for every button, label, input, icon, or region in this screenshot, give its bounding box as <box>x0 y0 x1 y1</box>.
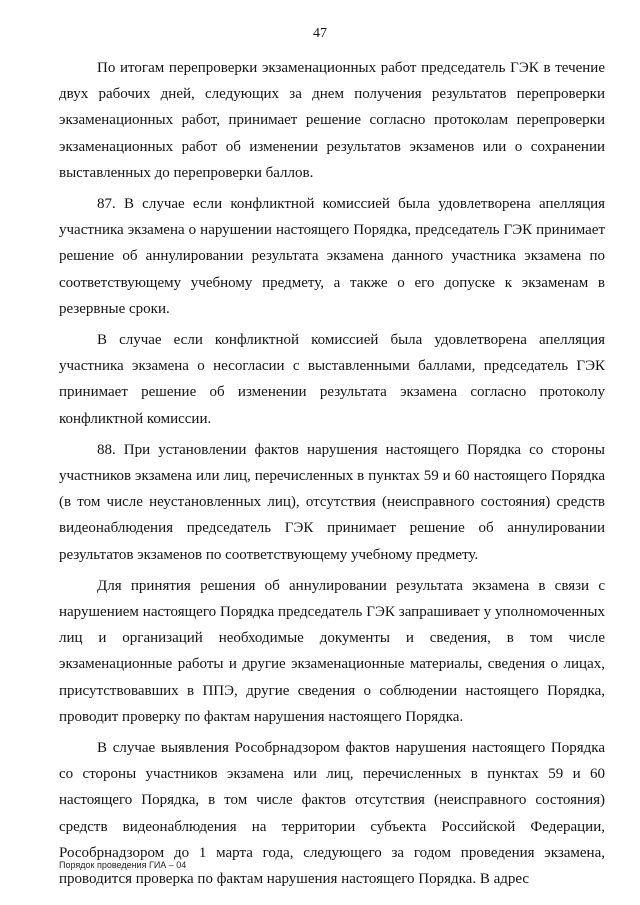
paragraph-88-rosobrnadzor: В случае выявления Рособрнадзором фактов нарушения настоящего Порядка со стороны участников экзамена или лиц, перечисленных в пунктах 59 и 60 настоящего Порядка, в том числе фактов отсутствия (неисправного состояния) средств видеонаблюдения на территории субъекта Российской Федерации, Рособрнадзором до 1 марта года, следующего за годом проведения экзамена, проводится проверка по фактам нарушения настоящего Порядка. В адрес <box>59 740 605 888</box>
page-footer: Порядок проведения ГИА – 04 <box>59 860 187 870</box>
paragraph-87-score-appeal: В случае если конфликтной комиссией была удовлетворена апелляция участника экзамена о несогласии с выставленными баллами, председатель ГЭК принимает решение об изменении результата экзамена согласно протоколу конфликтной комиссии. <box>59 332 605 427</box>
paragraph-87-violation-appeal: 87. В случае если конфликтной комиссией была удовлетворена апелляция участника экзамена о нарушении настоящего Порядка, председатель ГЭК принимает решение об аннулировании результата экзамена данного участника экзамена по соответствующему учебному предмету, а также о его допуске к экзаменам в резервные сроки. <box>59 196 605 317</box>
page-number: 47 <box>313 26 327 41</box>
paragraph-88-violations: 88. При установлении фактов нарушения настоящего Порядка со стороны участников экзамена или лиц, перечисленных в пунктах 59 и 60 настоящего Порядка (в том числе неустановленных лиц), отсутствия (неисправного состояния) средств видеонаблюдения председатель ГЭК принимает решение об аннулировании результатов экзаменов по соответствующему учебному предмету. <box>59 441 605 563</box>
paragraph-88-request-documents: Для принятия решения об аннулировании результата экзамена в связи с нарушением настоящего Порядка председатель ГЭК запрашивает у уполномоченных лиц и организаций необходимые документы и сведения, в том числе экзаменационные работы и другие экзаменационные материалы, сведения о лицах, присутствовавших в ППЭ, другие сведения о соблюдении настоящего Порядка, проводит проверку по фактам нарушения настоящего Порядка. <box>59 577 605 725</box>
document-body <box>59 55 605 892</box>
paragraph-recheck-results: По итогам перепроверки экзаменационных работ председатель ГЭК в течение двух рабочих дней, следующих за днем получения результатов перепроверки экзаменационных работ, принимает решение согласно протоколам перепроверки экзаменационных работ об изменении результатов экзаменов или о сохранении выставленных до перепроверки баллов. <box>59 60 605 181</box>
